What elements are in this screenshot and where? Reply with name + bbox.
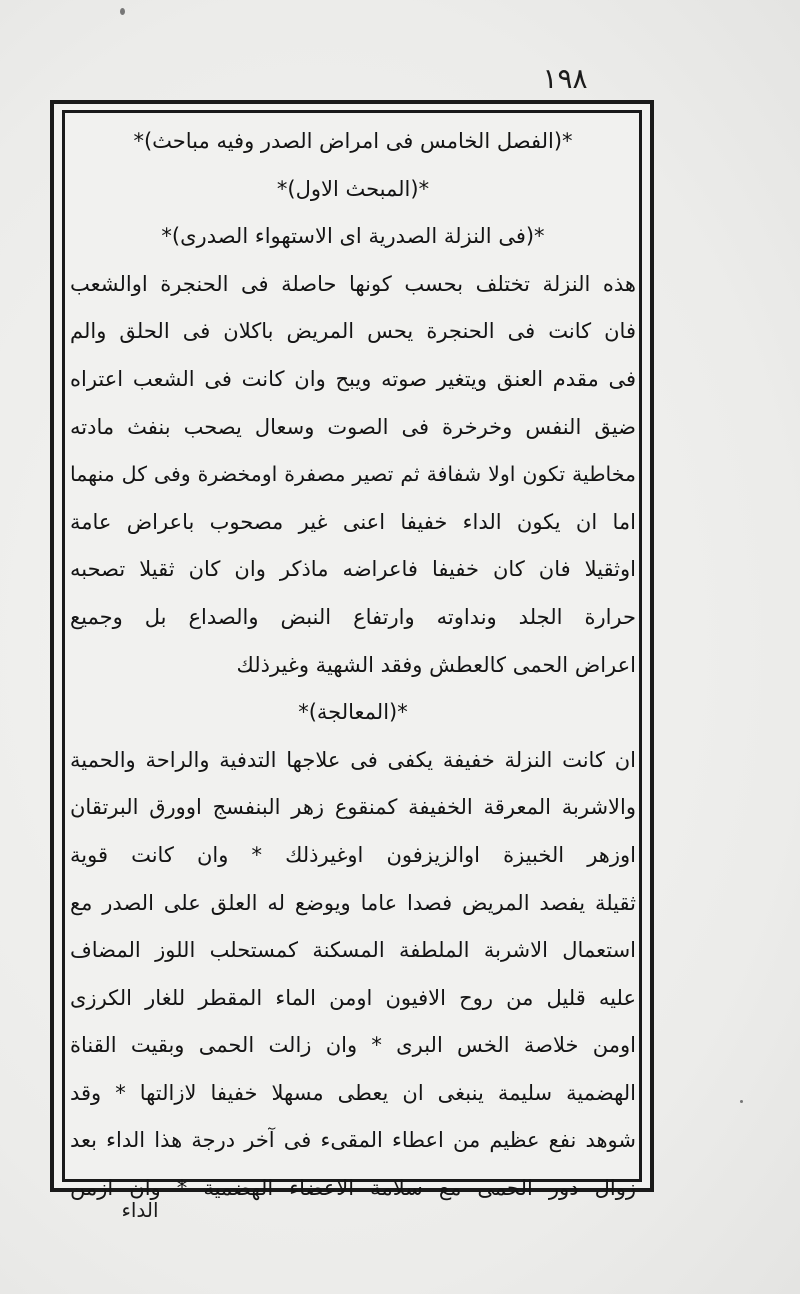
text-line: حرارة الجلد ونداوته وارتفاع النبض والصداع بل وجميع — [70, 604, 636, 629]
text-line: استعمال الاشربة الملطفة المسكنة كمستحلب اللوز المضاف — [70, 938, 636, 963]
text-line: ضيق النفس وخرخرة فى الصوت وسعال يصحب بنفث مادته — [70, 414, 636, 439]
paper-speck — [740, 1100, 743, 1103]
text-line: فان كانت فى الحنجرة يحس المريض باكلان فى الحلق والم — [70, 319, 636, 344]
text-line: شوهد نفع عظيم من اعطاء المقىء فى آخر درجة هذا الداء بعد — [70, 1128, 636, 1153]
text-line: اومن خلاصة الخس البرى * وان زالت الحمى وبقيت القناة — [70, 1033, 636, 1058]
text-line: عليه قليل من روح الافيون اومن الماء المقطر للغار الكرزى — [70, 985, 636, 1010]
text-line: اعراض الحمى كالعطش وفقد الشهية وغيرذلك — [236, 652, 636, 677]
text-line: ان كانت النزلة خفيفة يكفى فى علاجها التدفية والراحة والحمية — [70, 747, 636, 772]
text-line: والاشربة المعرقة الخفيفة كمنقوع زهر البنفسج اوورق البرتقان — [70, 795, 636, 820]
text-line: ثقيلة يفصد المريض فصدا عاما ويوضع له العلق على الصدر مع — [70, 890, 636, 915]
text-line: مخاطية تكون اولا شفافة ثم تصير مصفرة اومخضرة وفى كل منهما — [70, 462, 636, 487]
text-line: زوال دور الحمى مع سلامة الاعضاء الهضمية * وان ازمن — [70, 1176, 636, 1201]
section-heading: *(المعالجة)* — [298, 700, 408, 725]
page-number: ١٩٨ — [542, 62, 588, 95]
text-line: هذه النزلة تختلف بحسب كونها حاصلة فى الحنجرة اوالشعب — [70, 271, 636, 296]
section-heading: *(المبحث الاول)* — [276, 176, 430, 201]
text-line: اوزهر الخبيزة اوالزيزفون اوغيرذلك * وان كانت قوية — [70, 842, 636, 867]
text-line: فى مقدم العنق ويتغير صوته ويبح وان كانت فى الشعب اعتراه — [70, 366, 636, 391]
text-line: اما ان يكون الداء خفيفا اعنى غير مصحوب باعراض عامة — [70, 509, 636, 534]
text-line: الهضمية سليمة ينبغى ان يعطى مسهلا خفيفا لازالتها * وقد — [70, 1080, 636, 1105]
section-heading: *(الفصل الخامس فى امراض الصدر وفيه مباحث)* — [133, 129, 573, 153]
section-heading: *(فى النزلة الصدرية اى الاستهواء الصدرى)* — [161, 224, 545, 249]
catchword: الداء — [121, 1198, 159, 1222]
paper-speck — [120, 8, 125, 15]
text-line: اوثقيلا فان كان خفيفا فاعراضه ماذكر وان كان ثقيلا تصحبه — [70, 557, 636, 582]
text-block — [70, 118, 636, 1213]
